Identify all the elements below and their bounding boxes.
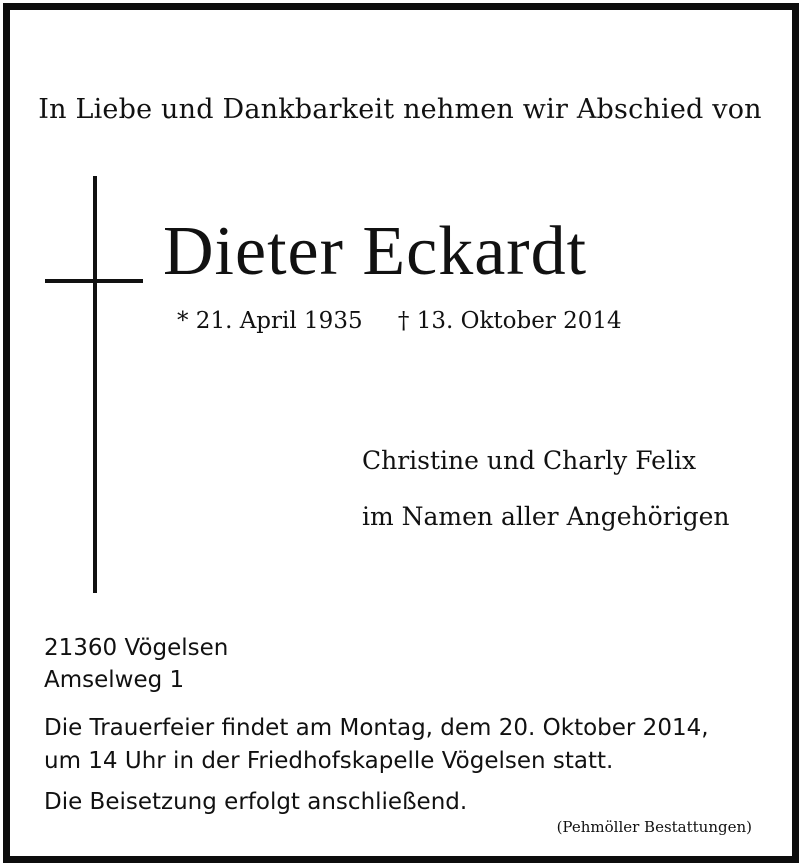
burial-line: Die Beisetzung erfolgt anschließend.	[44, 789, 468, 815]
mourners-line: Christine und Charly Felix	[362, 446, 697, 475]
cross-icon-vertical	[93, 176, 97, 593]
mourners-block	[362, 433, 730, 545]
life-dates	[177, 308, 622, 334]
address-block	[44, 632, 228, 696]
service-block	[44, 712, 709, 819]
undertaker-credit: (Pehmöller Bestattungen)	[556, 818, 752, 836]
address-line: Amselweg 1	[44, 667, 185, 693]
service-line: Die Trauerfeier findet am Montag, dem 20. Oktober 2014,	[44, 715, 709, 741]
death-date: † 13. Oktober 2014	[397, 308, 622, 334]
service-line: um 14 Uhr in der Friedhofskapelle Vögelsen statt.	[44, 748, 614, 774]
address-line: 21360 Vögelsen	[44, 635, 229, 661]
birth-date: * 21. April 1935	[177, 308, 363, 334]
intro-text: In Liebe und Dankbarkeit nehmen wir Abschied von	[38, 94, 762, 125]
deceased-name: Dieter Eckardt	[163, 213, 588, 290]
mourners-line: im Namen aller Angehörigen	[362, 502, 730, 531]
cross-icon-horizontal	[45, 279, 143, 283]
